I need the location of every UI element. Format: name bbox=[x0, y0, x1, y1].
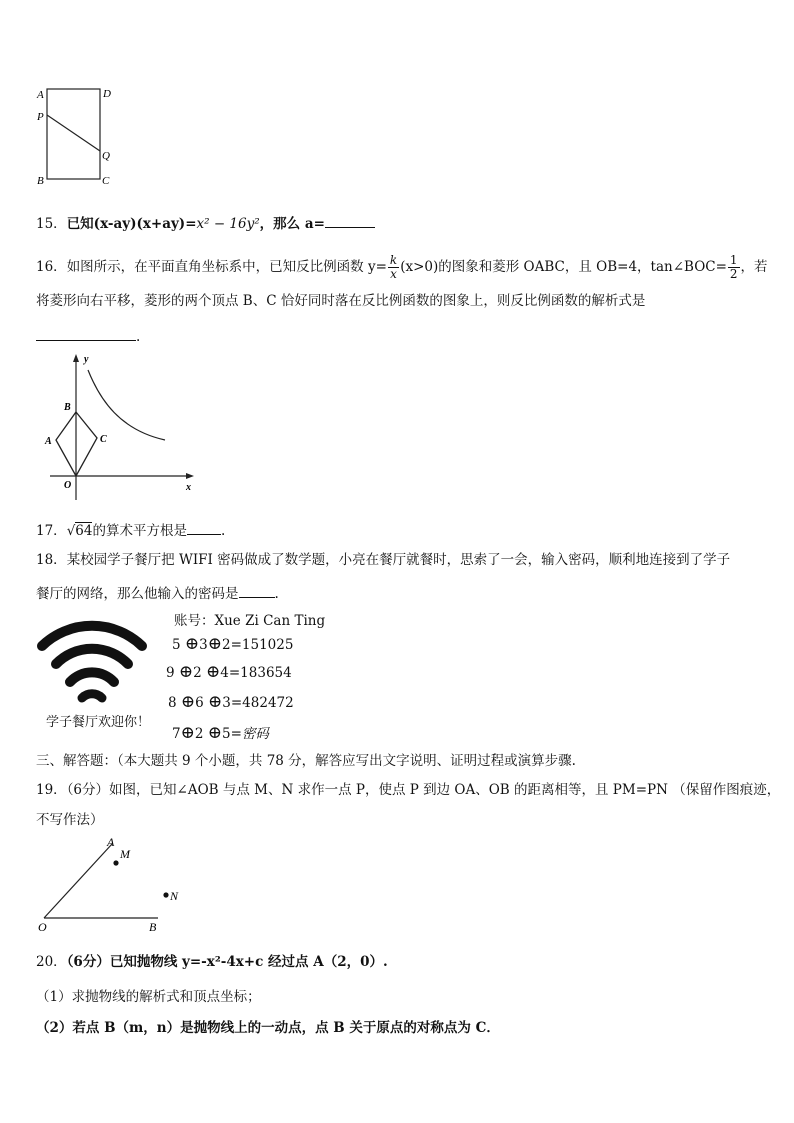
eq-result: =151025 bbox=[230, 637, 294, 653]
q15-text-after: ，那么 a= bbox=[259, 216, 325, 232]
eq-result: =密码 bbox=[230, 726, 269, 742]
rectangle-abcd bbox=[47, 89, 100, 179]
wifi-equation-1 bbox=[172, 634, 293, 654]
label-d: D bbox=[103, 88, 111, 100]
q15-number: 15． bbox=[36, 216, 67, 232]
question-16-line3 bbox=[36, 326, 140, 346]
oplus-icon: ⊕ bbox=[207, 634, 222, 654]
fraction-k-over-x bbox=[388, 254, 399, 281]
eq-result: =183654 bbox=[228, 665, 292, 681]
angle-aob-figure bbox=[34, 834, 184, 934]
frac-den: 2 bbox=[729, 267, 738, 281]
q16-text-c: ，若 bbox=[740, 259, 768, 275]
question-19-line1 bbox=[36, 781, 780, 799]
eq-term: 3 bbox=[199, 637, 208, 653]
eq-term: 9 bbox=[166, 665, 175, 681]
eq-term: 7 bbox=[172, 726, 181, 742]
oplus-icon: ⊕ bbox=[207, 723, 222, 743]
label-o: O bbox=[38, 920, 47, 934]
rectangle-figure bbox=[34, 82, 124, 190]
q17-number: 17． bbox=[36, 523, 67, 539]
q17-text: 的算术平方根是 bbox=[92, 523, 187, 539]
wifi-equation-3 bbox=[168, 692, 294, 712]
eq-term: 2 bbox=[193, 665, 202, 681]
oplus-icon: ⊕ bbox=[208, 692, 223, 712]
point-n bbox=[163, 892, 168, 897]
question-18-line2 bbox=[36, 583, 279, 603]
wifi-welcome-text: 学子餐厅欢迎你！ bbox=[46, 715, 151, 730]
question-16-line2: 将菱形向右平移，菱形的两个顶点 B、C 恰好同时落在反比例函数的图象上，则反比例函数的解析式是 bbox=[36, 293, 646, 309]
q15-expression: x² − 16y² bbox=[196, 216, 260, 232]
label-a: A bbox=[107, 835, 115, 849]
wifi-equation-2 bbox=[166, 662, 292, 682]
q16-end: . bbox=[136, 329, 141, 345]
y-axis-arrow bbox=[73, 354, 79, 362]
label-b: B bbox=[149, 920, 157, 934]
label-n: N bbox=[170, 889, 179, 903]
oplus-icon: ⊕ bbox=[184, 634, 200, 654]
segment-pq bbox=[47, 115, 100, 151]
q19-number: 19． bbox=[36, 782, 67, 798]
q18-text: 某校园学子餐厅把 WIFI 密码做成了数学题，小亮在餐厅就餐时，思索了一会，输入密码，顺利地连接到了学子 bbox=[66, 552, 731, 568]
q18-number: 18． bbox=[36, 552, 67, 568]
fraction-one-half bbox=[728, 254, 740, 281]
eq-term: 2 bbox=[221, 637, 231, 653]
frac-den: x bbox=[390, 267, 397, 281]
q16-text-a: 如图所示，在平面直角坐标系中，已知反比例函数 y= bbox=[66, 259, 387, 275]
x-axis-arrow bbox=[186, 473, 194, 479]
q15-answer-blank bbox=[325, 213, 375, 228]
q20-text: （6分）已知抛物线 y=-x²-4x+c 经过点 A（2，0）. bbox=[66, 954, 388, 970]
label-o: O bbox=[64, 480, 72, 491]
eq-term: 5 bbox=[221, 726, 231, 742]
eq-term: 5 bbox=[172, 637, 181, 653]
question-16-line1 bbox=[36, 254, 768, 281]
q18-end: . bbox=[274, 586, 279, 602]
point-m bbox=[113, 860, 118, 865]
label-b: B bbox=[64, 402, 71, 413]
eq-term: 8 bbox=[168, 695, 177, 711]
frac-num: 1 bbox=[729, 253, 738, 267]
question-19-line2: 不写作法） bbox=[36, 812, 104, 828]
eq-term: 6 bbox=[195, 695, 204, 711]
question-18-line1 bbox=[36, 551, 730, 569]
wifi-icon bbox=[36, 614, 148, 704]
label-c: C bbox=[100, 434, 107, 445]
q20-number: 20． bbox=[36, 954, 67, 970]
q16-text-b: (x>0)的图象和菱形 OABC，且 OB=4，tan∠BOC= bbox=[400, 259, 727, 275]
eq-term: 3 bbox=[222, 695, 231, 711]
question-20-part1: （1）求抛物线的解析式和顶点坐标； bbox=[36, 989, 261, 1005]
sqrt-symbol: √ bbox=[66, 523, 76, 539]
wifi-account: 账号：Xue Zi Can Ting bbox=[174, 613, 326, 629]
label-y: y bbox=[84, 354, 89, 365]
oplus-icon: ⊕ bbox=[180, 692, 196, 712]
rhombus-hyperbola-figure bbox=[40, 350, 200, 500]
frac-num: k bbox=[389, 253, 398, 267]
label-p: P bbox=[37, 111, 44, 123]
q17-answer-blank bbox=[187, 520, 221, 535]
label-x: x bbox=[186, 482, 191, 493]
oplus-icon: ⊕ bbox=[206, 662, 221, 682]
ray-oa bbox=[44, 844, 112, 918]
label-a: A bbox=[45, 436, 52, 447]
q17-end: . bbox=[220, 523, 226, 539]
q15-text: 已知(x-ay)(x+ay)= bbox=[66, 216, 197, 232]
oplus-icon: ⊕ bbox=[178, 662, 194, 682]
label-a: A bbox=[37, 89, 44, 101]
label-m: M bbox=[120, 847, 130, 861]
q16-number: 16． bbox=[36, 259, 67, 275]
q18-text-2: 餐厅的网络，那么他输入的密码是 bbox=[36, 586, 239, 602]
label-c: C bbox=[102, 175, 110, 187]
label-q: Q bbox=[102, 150, 110, 162]
label-b: B bbox=[37, 175, 44, 187]
section-3-heading: 三、解答题：（本大题共 9 个小题，共 78 分，解答应写出文字说明、证明过程或演算步骤. bbox=[36, 753, 576, 769]
eq-term: 2 bbox=[194, 726, 204, 742]
question-17 bbox=[36, 520, 225, 540]
eq-term: 4 bbox=[220, 665, 229, 681]
q19-text: （6分）如图，已知∠AOB 与点 M、N 求作一点 P，使点 P 到边 OA、OB 的距离相等，且 PM=PN （保留作图痕迹， bbox=[66, 782, 781, 798]
question-20-part2: （2）若点 B（m，n）是抛物线上的一动点，点 B 关于原点的对称点为 C． bbox=[36, 1020, 500, 1036]
question-20-line1 bbox=[36, 953, 388, 971]
question-15 bbox=[36, 213, 375, 233]
hyperbola-curve bbox=[88, 370, 165, 440]
eq-result: =482472 bbox=[230, 695, 294, 711]
oplus-icon: ⊕ bbox=[180, 723, 195, 743]
sqrt-radicand: 64 bbox=[75, 523, 93, 539]
q18-answer-blank bbox=[239, 583, 275, 598]
wifi-equation-4 bbox=[172, 722, 269, 743]
q16-answer-blank bbox=[36, 326, 136, 341]
